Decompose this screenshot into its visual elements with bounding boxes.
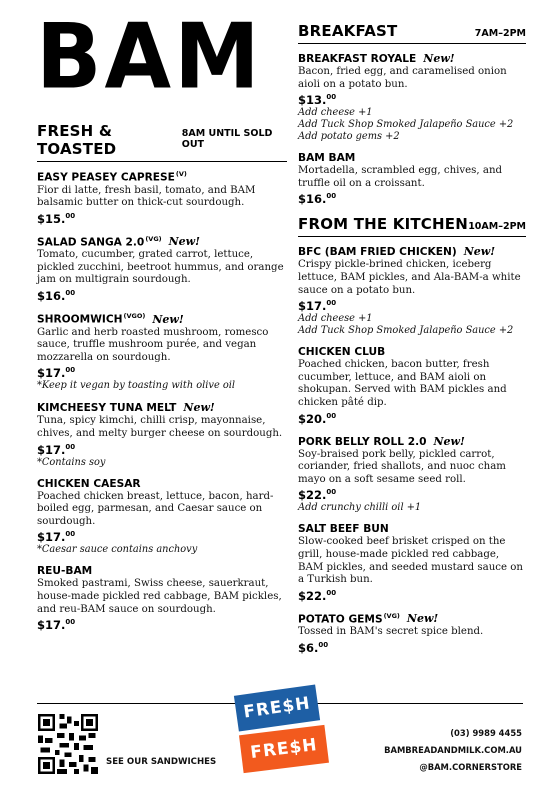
menu-item-name-text: REU-BAM bbox=[37, 565, 93, 578]
dietary-tag: (VG) bbox=[145, 234, 162, 243]
fresh-toasted-section bbox=[37, 122, 287, 641]
menu-item-name bbox=[298, 152, 355, 164]
price-cents: 00 bbox=[65, 442, 76, 451]
kitchen-section bbox=[298, 215, 526, 654]
section-title: FROM THE KITCHEN bbox=[298, 215, 468, 234]
menu-item-description: Tossed in BAM's secret spice blend. bbox=[298, 626, 484, 638]
menu-item bbox=[37, 565, 287, 632]
section-divider bbox=[298, 236, 526, 237]
menu-item-note: Add potato gems +2 bbox=[298, 131, 400, 143]
menu-item-name-text: KIMCHEESY TUNA MELT bbox=[37, 402, 177, 415]
menu-item-name-text: EASY PEASEY CAPRESE bbox=[37, 171, 175, 184]
menu-item-name-text: SHROOMWICH bbox=[37, 313, 123, 326]
price-cents: 00 bbox=[326, 299, 337, 308]
price-cents: 00 bbox=[326, 93, 337, 102]
menu-item-description: Bacon, fried egg, and caramelised onion aioli on a potato bun. bbox=[298, 66, 507, 90]
dietary-tag: (V) bbox=[175, 170, 187, 178]
menu-item-header bbox=[298, 435, 526, 448]
new-badge: New! bbox=[463, 245, 496, 259]
menu-item-description: Smoked pastrami, Swiss cheese, sauerkraut, house-made pickled red cabbage, BAM pickles, and reu-BAM sauce on sourdough. bbox=[37, 578, 282, 615]
new-badge: New! bbox=[152, 312, 184, 326]
menu-item-name bbox=[298, 523, 389, 535]
price-cents: 00 bbox=[326, 588, 337, 597]
phone-number[interactable]: (03) 9989 4455 bbox=[450, 728, 522, 738]
section-time: 7AM–2PM bbox=[474, 28, 526, 39]
menu-item-price bbox=[37, 618, 287, 632]
price-dollars: $20. bbox=[298, 411, 327, 426]
price-dollars: $16. bbox=[298, 192, 327, 207]
right-column bbox=[298, 22, 526, 664]
menu-item-price bbox=[37, 443, 287, 457]
price-dollars: $17. bbox=[37, 442, 66, 457]
menu-item-note: Add Tuck Shop Smoked Jalapeño Sauce +2 bbox=[298, 119, 514, 131]
menu-item-description: Slow-cooked beef brisket crisped on the grill, house-made pickled red cabbage, BAM pickles, and seeded mustard sauce on a Turkish bun. bbox=[298, 536, 523, 586]
menu-item-price bbox=[37, 530, 287, 544]
menu-item-name bbox=[298, 346, 385, 358]
menu-item-header bbox=[37, 565, 287, 577]
menu-item-header bbox=[298, 245, 526, 258]
price-dollars: $15. bbox=[37, 211, 66, 226]
menu-item-name bbox=[37, 170, 187, 184]
price-cents: 00 bbox=[318, 640, 329, 649]
new-badge: New! bbox=[183, 401, 215, 415]
menu-item bbox=[37, 312, 287, 392]
menu-item-header bbox=[37, 312, 287, 326]
menu-item-price bbox=[298, 412, 526, 426]
menu-item-name bbox=[37, 478, 141, 490]
menu-item-description: Crispy pickle-brined chicken, iceberg lettuce, BAM pickles, and Ala-BAM-a white sauce on a potato bun. bbox=[298, 259, 521, 296]
price-dollars: $17. bbox=[298, 299, 327, 314]
menu-item-description: Mortadella, scrambled egg, chives, and truffle oil on a croissant. bbox=[298, 165, 503, 189]
menu-item-description: Tomato, cucumber, grated carrot, lettuce, pickled zucchini, beetroot hummus, and orange jam on multigrain sourdough. bbox=[37, 249, 284, 286]
menu-item-header bbox=[298, 523, 526, 535]
section-time: 10AM–2PM bbox=[468, 221, 526, 233]
menu-item-price bbox=[298, 641, 526, 655]
menu-item-name bbox=[298, 436, 426, 448]
price-cents: 00 bbox=[65, 530, 76, 539]
menu-item-description: Soy-braised pork belly, pickled carrot, coriander, fried shallots, and nuoc cham mayo on a soft sesame seed roll. bbox=[298, 448, 506, 485]
menu-item-name-text: POTATO GEMS bbox=[298, 613, 383, 626]
menu-item-note: *Contains soy bbox=[37, 456, 106, 468]
price-dollars: $17. bbox=[37, 366, 66, 381]
section-title: BREAKFAST bbox=[298, 22, 398, 40]
menu-item-price bbox=[37, 212, 287, 226]
new-badge: New! bbox=[433, 434, 465, 448]
menu-item-name-text: PORK BELLY ROLL 2.0 bbox=[298, 435, 427, 448]
price-cents: 00 bbox=[326, 411, 337, 420]
dietary-tag: (VG) bbox=[383, 611, 400, 620]
new-badge: New! bbox=[423, 52, 455, 65]
menu-item-name-text: SALT BEEF BUN bbox=[298, 523, 389, 536]
menu-item-header bbox=[37, 170, 287, 184]
menu-item-name-text: BREAKFAST ROYALE bbox=[298, 53, 417, 65]
menu-item-name-text: CHICKEN CAESAR bbox=[37, 477, 141, 490]
price-cents: 00 bbox=[65, 366, 76, 375]
menu-item-price bbox=[37, 366, 287, 380]
fresh-stamp-blue: FRE$H bbox=[234, 684, 320, 731]
menu-item-header bbox=[37, 478, 287, 490]
menu-item-note: Add crunchy chilli oil +1 bbox=[298, 502, 422, 514]
menu-item bbox=[298, 435, 526, 515]
menu-item bbox=[298, 346, 526, 425]
menu-item-header bbox=[37, 235, 287, 249]
menu-item-header bbox=[298, 612, 526, 626]
menu-item-note: Add Tuck Shop Smoked Jalapeño Sauce +2 bbox=[298, 325, 514, 337]
price-cents: 00 bbox=[65, 211, 76, 220]
price-dollars: $13. bbox=[298, 93, 327, 108]
new-badge: New! bbox=[406, 612, 439, 626]
menu-item-description: Poached chicken breast, lettuce, bacon, hard-boiled egg, parmesan, and Caesar sauce on sourdough. bbox=[37, 490, 274, 527]
menu-item-description: Tuna, spicy kimchi, chilli crisp, mayonnaise, chives, and melty burger cheese on sourdough. bbox=[37, 415, 283, 439]
menu-item bbox=[298, 523, 526, 602]
menu-item bbox=[37, 235, 287, 303]
section-time: 8AM UNTIL SOLD OUT bbox=[181, 128, 273, 150]
section-header bbox=[298, 215, 526, 233]
menu-item-list bbox=[298, 52, 526, 206]
menu-item-name bbox=[37, 235, 162, 249]
menu-item-name bbox=[37, 565, 92, 577]
price-dollars: $16. bbox=[37, 289, 66, 304]
price-cents: 00 bbox=[326, 488, 337, 497]
price-dollars: $6. bbox=[298, 640, 319, 655]
menu-item-name-text: BAM BAM bbox=[298, 152, 356, 165]
new-badge: New! bbox=[168, 235, 200, 249]
section-title: FRESH & TOASTED bbox=[37, 122, 117, 158]
menu-item-list bbox=[298, 245, 526, 654]
price-cents: 00 bbox=[65, 618, 76, 627]
menu-item bbox=[37, 478, 287, 557]
menu-item-name-text: BFC (BAM FRIED CHICKEN) bbox=[298, 246, 457, 259]
qr-code-icon[interactable] bbox=[38, 714, 98, 774]
menu-item bbox=[298, 52, 526, 143]
section-divider bbox=[298, 43, 526, 44]
section-divider bbox=[37, 161, 287, 162]
contact-info bbox=[384, 725, 522, 776]
menu-item-name bbox=[298, 53, 416, 65]
price-dollars: $17. bbox=[37, 618, 66, 633]
fresh-stamp-orange: FRE$H bbox=[239, 725, 329, 773]
menu-item bbox=[37, 401, 287, 468]
menu-item-description: Poached chicken, bacon butter, fresh cucumber, lettuce, and BAM aioli on shokupan. Served with BAM pickles and chicken pâté dip. bbox=[298, 359, 507, 408]
menu-item-price bbox=[298, 299, 526, 313]
menu-item-price bbox=[298, 488, 526, 502]
website-link[interactable]: BAMBREADANDMILK.COM.AU bbox=[384, 745, 522, 755]
section-header bbox=[37, 122, 287, 158]
price-dollars: $17. bbox=[37, 530, 66, 545]
menu-item bbox=[298, 152, 526, 206]
menu-item-header bbox=[37, 401, 287, 414]
menu-item-note: *Keep it vegan by toasting with olive oil bbox=[37, 380, 236, 392]
menu-item-price bbox=[37, 289, 287, 303]
menu-item-note: *Caesar sauce contains anchovy bbox=[37, 544, 198, 556]
price-cents: 00 bbox=[326, 192, 337, 201]
menu-item-name bbox=[37, 402, 176, 414]
breakfast-section bbox=[298, 22, 526, 206]
menu-item-header bbox=[298, 52, 526, 65]
price-dollars: $22. bbox=[298, 588, 327, 603]
menu-item-name bbox=[298, 246, 457, 258]
menu-item-note: Add cheese +1 bbox=[298, 313, 373, 325]
menu-item bbox=[298, 612, 526, 655]
menu-item-description: Garlic and herb roasted mushroom, romesco sauce, truffle mushroom purée, and vegan mozzarella on sourdough. bbox=[37, 326, 269, 363]
menu-item-name-text: SALAD SANGA 2.0 bbox=[37, 236, 145, 249]
menu-item-name-text: CHICKEN CLUB bbox=[298, 346, 386, 359]
menu-item-price bbox=[298, 93, 526, 107]
price-dollars: $22. bbox=[298, 488, 327, 503]
menu-item-name bbox=[298, 612, 400, 626]
see-our-sandwiches-label: SEE OUR SANDWICHES bbox=[106, 757, 217, 767]
menu-item-price bbox=[298, 192, 526, 206]
price-cents: 00 bbox=[65, 289, 76, 298]
menu-item-note: Add cheese +1 bbox=[298, 107, 373, 119]
menu-item-description: Fior di latte, fresh basil, tomato, and BAM balsamic butter on thick-cut sourdough. bbox=[37, 184, 256, 209]
menu-item bbox=[37, 170, 287, 226]
dietary-tag: (VGO) bbox=[123, 312, 146, 321]
menu-item-price bbox=[298, 589, 526, 603]
menu-item bbox=[298, 245, 526, 337]
instagram-handle[interactable]: @BAM.CORNERSTORE bbox=[419, 762, 522, 772]
menu-item-header bbox=[298, 346, 526, 358]
menu-item-list bbox=[37, 170, 287, 632]
menu-item-name bbox=[37, 312, 145, 326]
section-header bbox=[298, 22, 526, 40]
brand-logo: BAM bbox=[36, 4, 263, 110]
menu-item-header bbox=[298, 152, 526, 164]
